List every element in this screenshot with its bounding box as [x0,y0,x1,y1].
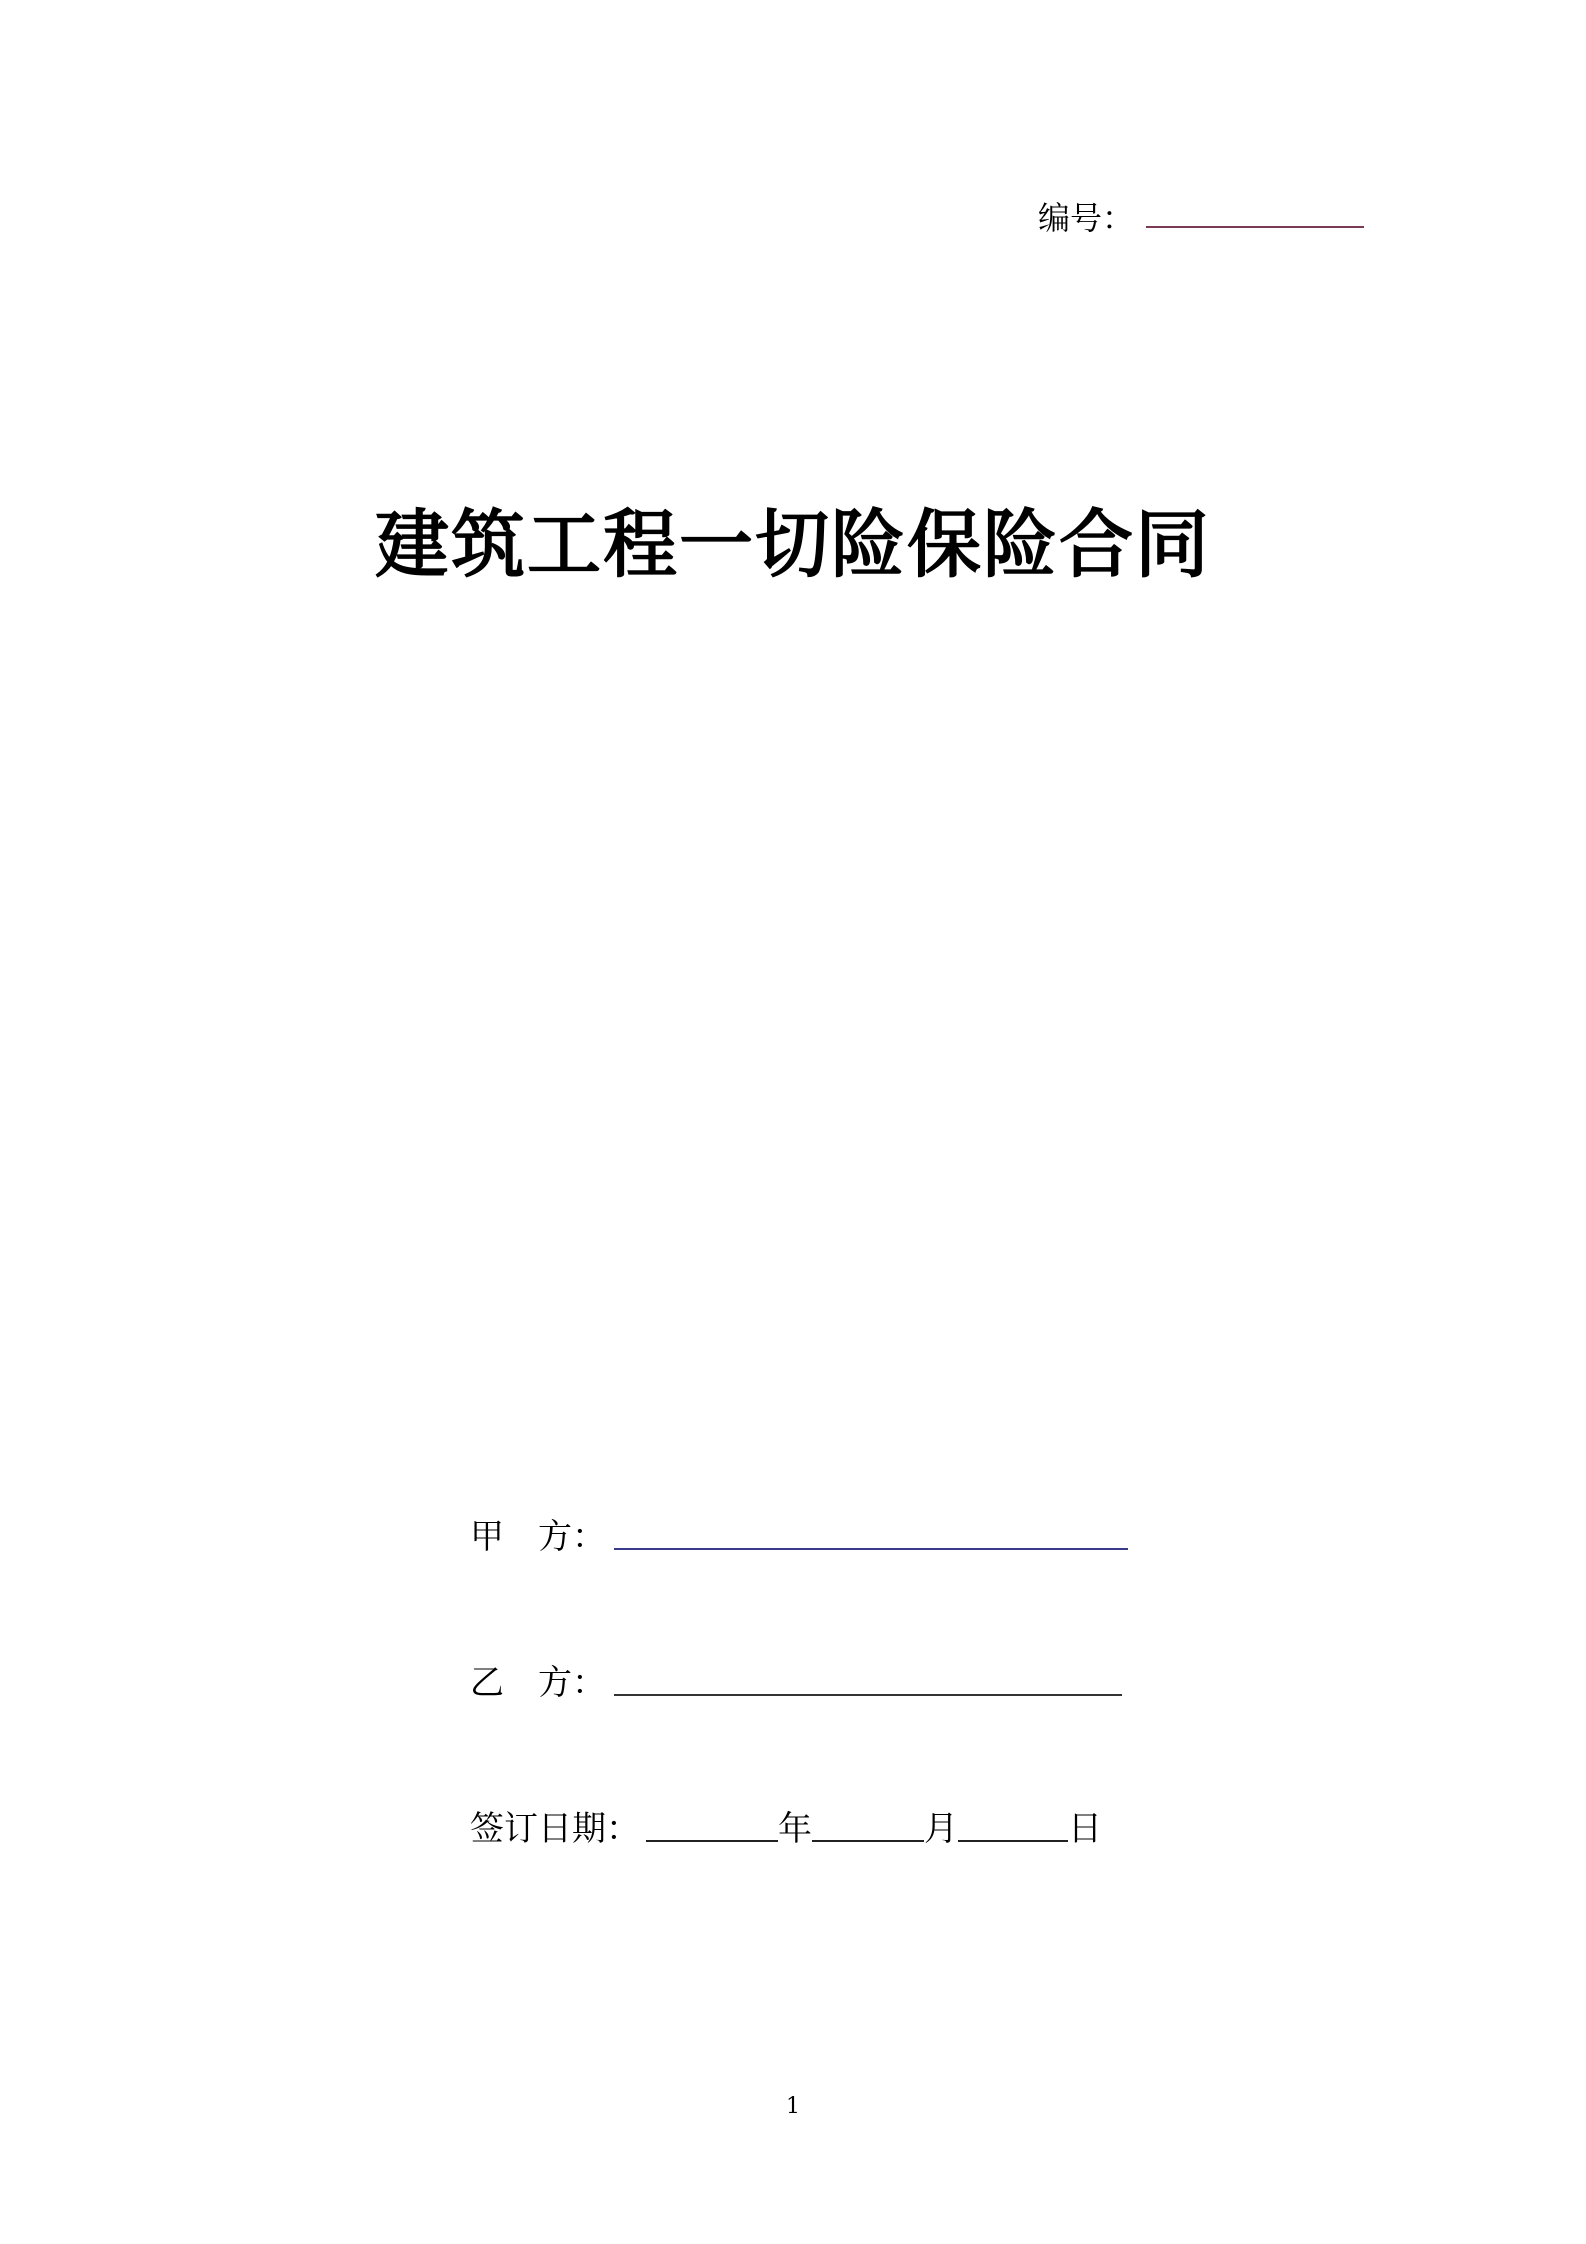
party-a-field [470,1517,1128,1560]
signing-year-blank [646,1840,778,1842]
signing-year-unit: 年 [778,1809,812,1849]
party-b-field [470,1663,1122,1706]
signing-day-unit: 日 [1068,1809,1102,1849]
contract-number-blank [1146,226,1364,228]
party-a-blank [614,1548,1128,1550]
contract-number-label: 编号： [1038,199,1135,237]
document-title: 建筑工程一切险保险合同 [375,502,1211,588]
party-b-label: 乙 方： [470,1663,606,1703]
signing-date-field [470,1809,1102,1852]
signing-month-blank [812,1840,924,1842]
party-b-blank [614,1694,1122,1696]
signing-month-unit: 月 [924,1809,958,1849]
signing-date-label: 签订日期： [470,1809,640,1849]
contract-number [1038,190,1364,240]
signing-day-blank [958,1840,1068,1842]
party-a-label: 甲 方： [470,1517,606,1557]
page-number: 1 [786,2094,800,2119]
